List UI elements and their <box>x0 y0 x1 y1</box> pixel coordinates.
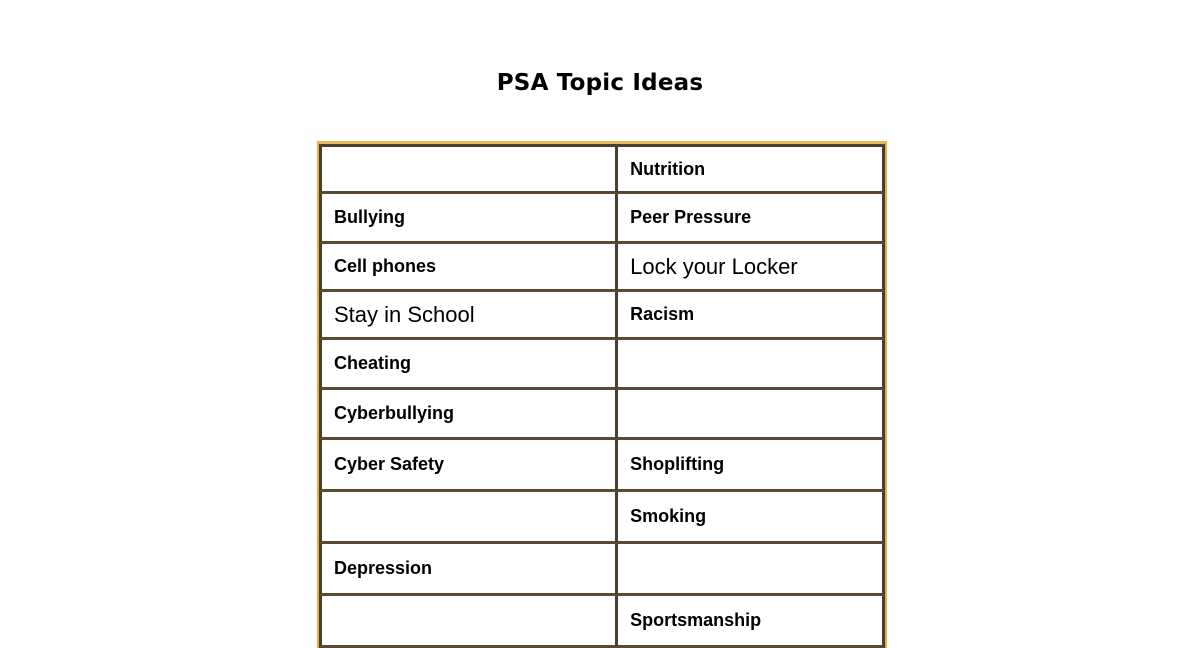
table-cell: Racism <box>618 292 885 340</box>
table-cell: Shoplifting <box>618 440 885 492</box>
table-cell <box>319 492 618 544</box>
table-cell <box>618 544 885 596</box>
topics-table-frame <box>317 141 887 648</box>
table-cell: Lock your Locker <box>618 244 885 292</box>
table-cell: Peer Pressure <box>618 194 885 244</box>
document-title: PSA Topic Ideas <box>496 70 704 96</box>
table-row <box>319 292 885 340</box>
table-row <box>319 340 885 390</box>
topics-table <box>319 144 885 648</box>
table-cell <box>618 390 885 440</box>
table-cell: Stay in School <box>319 292 618 340</box>
table-cell: Nutrition <box>618 144 885 194</box>
table-cell: Cell phones <box>319 244 618 292</box>
table-row <box>319 596 885 648</box>
table-cell: Cyberbullying <box>319 390 618 440</box>
table-row <box>319 194 885 244</box>
table-cell: Sportsmanship <box>618 596 885 648</box>
table-cell <box>618 340 885 390</box>
table-row <box>319 244 885 292</box>
table-cell: Bullying <box>319 194 618 244</box>
table-row <box>319 390 885 440</box>
table-row <box>319 492 885 544</box>
table-cell <box>319 596 618 648</box>
table-row <box>319 544 885 596</box>
table-cell <box>319 144 618 194</box>
table-cell: Cheating <box>319 340 618 390</box>
table-cell: Smoking <box>618 492 885 544</box>
table-cell: Cyber Safety <box>319 440 618 492</box>
table-row <box>319 440 885 492</box>
table-cell: Depression <box>319 544 618 596</box>
table-row <box>319 144 885 194</box>
